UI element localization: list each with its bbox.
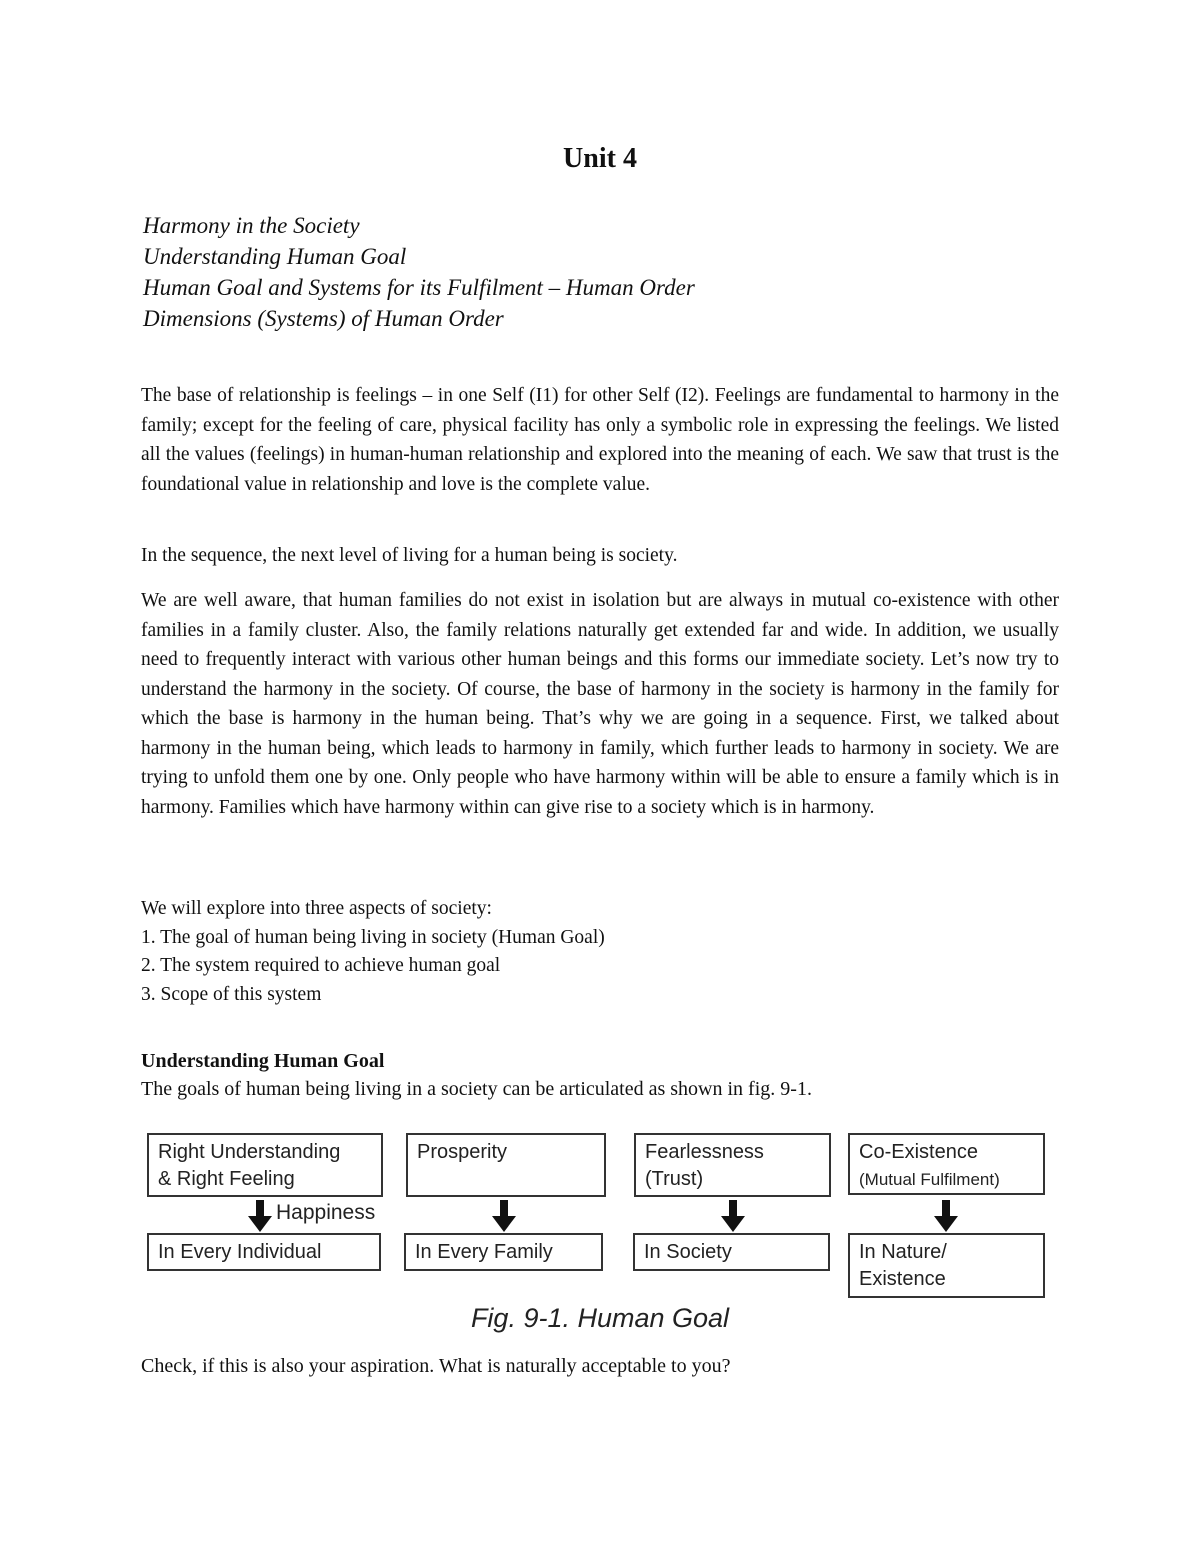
paragraph-relationship xyxy=(141,381,1059,499)
goal-box-every-individual xyxy=(147,1233,381,1271)
goal-box-society xyxy=(633,1233,830,1271)
down-arrow-icon xyxy=(934,1200,958,1232)
aspect-item: 2. The system required to achieve human goal xyxy=(141,955,501,976)
goal-box-right-understanding xyxy=(147,1133,383,1197)
down-arrow-icon xyxy=(721,1200,745,1232)
paragraph-text: In the sequence, the next level of living for a human being is society. xyxy=(141,545,678,566)
paragraph-families xyxy=(141,586,1059,822)
goal-box-every-family xyxy=(404,1233,603,1271)
down-arrow-icon xyxy=(492,1200,516,1232)
box-line: In Every Family xyxy=(415,1241,553,1263)
goal-box-nature-existence xyxy=(848,1233,1045,1298)
happiness-label: Happiness xyxy=(276,1201,376,1224)
box-line: (Mutual Fulfilment) xyxy=(859,1170,1000,1189)
box-line: Prosperity xyxy=(417,1141,508,1163)
aspect-item: 3. Scope of this system xyxy=(141,983,322,1005)
box-line: In Nature/ xyxy=(859,1241,947,1263)
aspects-intro: We will explore into three aspects of society: xyxy=(141,898,492,919)
box-line: Existence xyxy=(859,1268,946,1290)
box-line: & Right Feeling xyxy=(158,1168,295,1190)
section-heading: Understanding Human Goal xyxy=(141,1050,385,1072)
figure-caption: Fig. 9-1. Human Goal xyxy=(470,1303,730,1333)
goal-box-fearlessness xyxy=(634,1133,831,1197)
paragraph-text: The base of relationship is feelings – in one Self (I1) for other Self (I2). Feelings are fundamental to harmony in the family; except for the feeling of care, physical facility has only a symbolic role in expressing the feelings. We listed all the values (feelings) in human-human relationship and explored into the meaning of each. We saw that trust is the foundational value in relationship and love is the complete value. xyxy=(141,385,1059,495)
unit-title: Unit 4 xyxy=(563,143,637,174)
closing-question: Check, if this is also your aspiration. What is naturally acceptable to you? xyxy=(141,1355,731,1377)
topic-item: Dimensions (Systems) of Human Order xyxy=(143,306,504,331)
down-arrow-icon xyxy=(248,1200,272,1232)
box-line: In Society xyxy=(644,1241,732,1263)
topic-list xyxy=(143,210,695,334)
topic-item: Harmony in the Society xyxy=(143,213,360,238)
topic-item: Understanding Human Goal xyxy=(143,244,407,269)
goal-box-prosperity xyxy=(406,1133,606,1197)
aspect-item: 1. The goal of human being living in society (Human Goal) xyxy=(141,926,605,948)
topic-item: Human Goal and Systems for its Fulfilment – Human Order xyxy=(143,275,695,300)
box-line: In Every Individual xyxy=(158,1241,322,1263)
paragraph-text: We are well aware, that human families do not exist in isolation but are always in mutual co-existence with other families in a family cluster. Also, the family relations naturally get extended far and wide. In addition, we usually need to frequently interact with various other human beings and this forms our immediate society. Let’s now try to understand the harmony in the society. Of course, the base of harmony in the society is harmony in the family for which the base is harmony in the human being. That’s why we are going in a sequence. First, we talked about harmony in the human being, which leads to harmony in family, which further leads to harmony in society. We are trying to unfold them one by one. Only people who have harmony within will be able to ensure a family which is in harmony. Families which have harmony within can give rise to a society which is in harmony. xyxy=(141,590,1059,818)
box-line: Right Understanding xyxy=(158,1141,341,1163)
section-intro: The goals of human being living in a society can be articulated as shown in fig. 9-1. xyxy=(141,1078,812,1100)
aspects-list xyxy=(141,895,1059,1009)
box-line: Fearlessness xyxy=(645,1141,764,1163)
paragraph-sequence xyxy=(141,541,1059,571)
goal-box-coexistence xyxy=(848,1133,1045,1195)
box-line: Co-Existence xyxy=(859,1141,978,1163)
box-line: (Trust) xyxy=(645,1168,704,1190)
